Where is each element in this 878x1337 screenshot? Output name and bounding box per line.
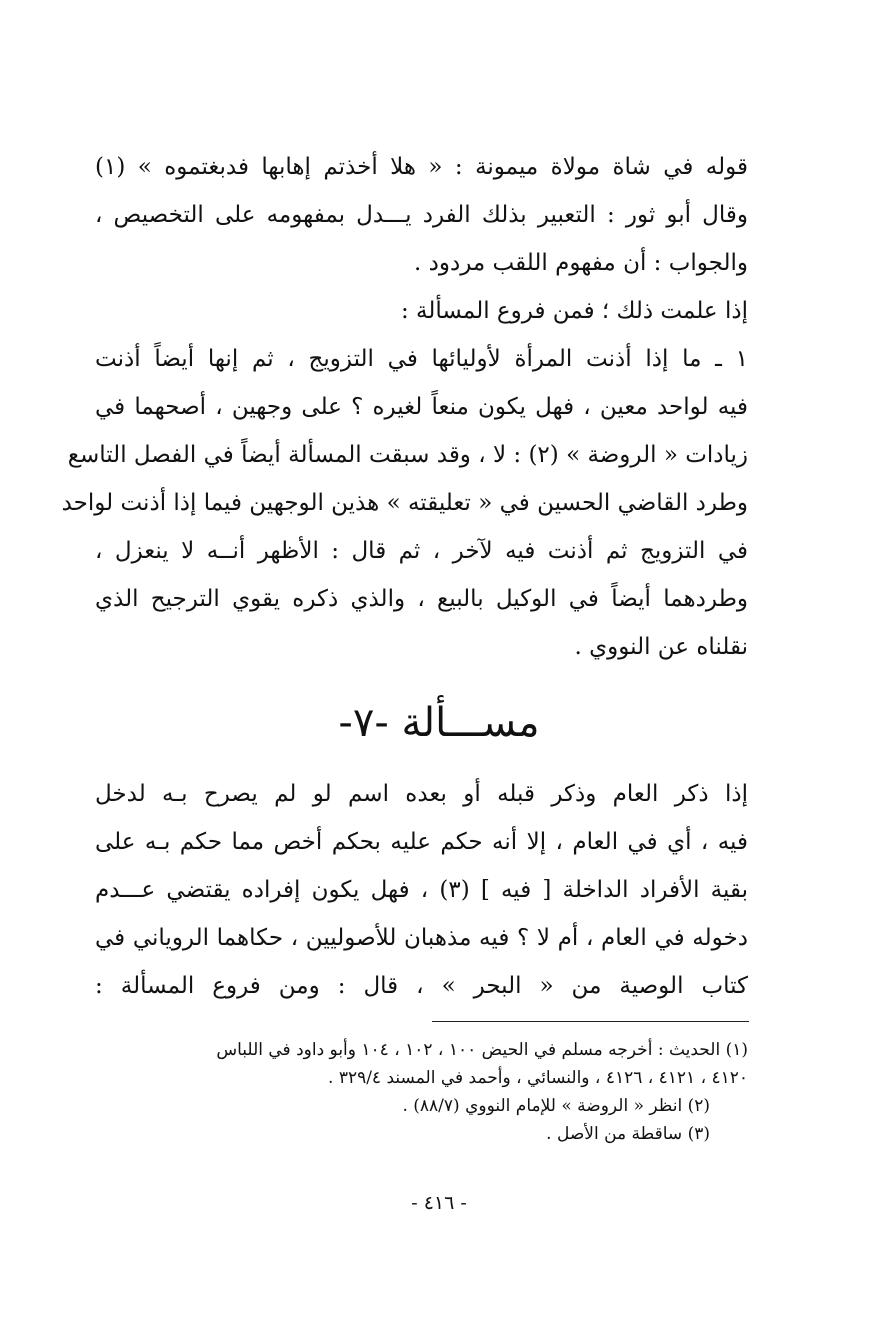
subheading-line: إذا علمت ذلك ؛ فمن فروع المسألة : [401, 298, 748, 324]
footnote-3: (٣) ساقطة من الأصل . [546, 1124, 710, 1144]
heading-number: -٧- [338, 700, 389, 746]
text-line: فيه لواحد معين ، فهل يكون منعاً لغيره ؟ على وجهين ، أصحهما في [95, 394, 748, 420]
footnote-1: (١) الحديث : أخرجه مسلم في الحيض ١٠٠ ، ١٠٢ ، ١٠٤ وأبو داود في اللباس [216, 1040, 748, 1060]
section-heading [0, 688, 878, 758]
text-line: دخوله في العام ، أم لا ؟ فيه مذهبان للأصوليين ، حكاهما الروياني في [95, 925, 748, 951]
page-number: - ٤١٦ - [411, 1192, 467, 1214]
text-line: كتاب الوصية من « البحر » ، قال : ومن فروع المسألة : [95, 973, 748, 999]
text-line: ١ ـ ما إذا أذنت المرأة لأوليائها في التزويج ، ثم إنها أيضاً أذنت [95, 346, 748, 372]
text-line: والجواب : أن مفهوم اللقب مردود . [414, 250, 748, 276]
footnote-divider [432, 1021, 749, 1022]
text-line: وطرد القاضي الحسين في « تعليقته » هذين الوجهين فيما إذا أذنت لواحد [61, 490, 748, 516]
text-line: في التزويج ثم أذنت فيه لآخر ، ثم قال : الأظهر أنــه لا ينعزل ، [95, 538, 748, 564]
footnote-1-continued: ٤١٢٠ ، ٤١٢١ ، ٤١٢٦ ، والنسائي ، وأحمد في المسند ٣٢٩/٤ . [328, 1068, 748, 1088]
text-line: إذا ذكر العام وذكر قبله أو بعده اسم لو لم يصرح بـه لدخل [95, 781, 748, 807]
text-line: وقال أبو ثور : التعبير بذلك الفرد يـــدل بمفهومه على التخصيص ، [95, 202, 748, 228]
text-line: نقلناه عن النووي . [574, 634, 748, 660]
text-line: بقية الأفراد الداخلة [ فيه ] (٣) ، فهل يكون إفراده يقتضي عـــدم [95, 877, 748, 903]
section-two-text [95, 770, 748, 1010]
text-line: قوله في شاة مولاة ميمونة : « هلا أخذتم إهابها فدبغتموه » (١) [95, 154, 748, 180]
section-one-text [61, 143, 748, 671]
heading-label: مســـألة [401, 700, 540, 746]
text-line: فيه ، أي في العام ، إلا أنه حكم عليه بحكم أخص مما حكم بـه على [95, 829, 748, 855]
text-line: وطردهما أيضاً في الوكيل بالبيع ، والذي ذكره يقوي الترجيح الذي [95, 586, 748, 612]
footnote-2: (٢) انظر « الروضة » للإمام النووي (٨٨/٧) . [402, 1096, 710, 1116]
text-line: زيادات « الروضة » (٢) : لا ، وقد سبقت المسألة أيضاً في الفصل التاسع [67, 442, 748, 468]
footnotes [90, 1036, 748, 1148]
